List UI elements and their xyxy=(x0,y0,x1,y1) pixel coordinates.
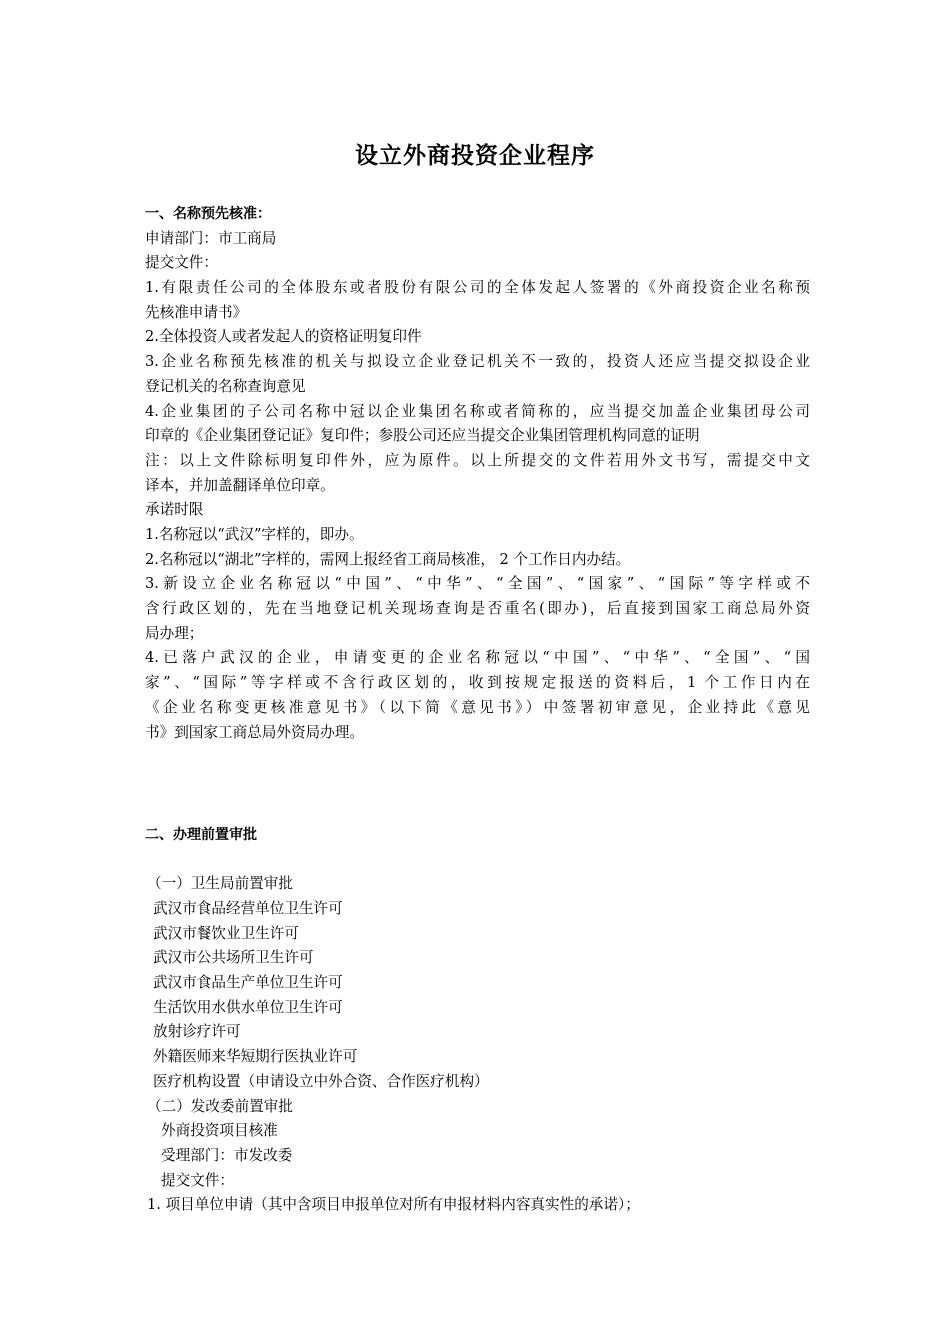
permit-item: 武汉市食品经营单位卫生许可 xyxy=(153,900,343,917)
section2-sub2: （二）发改委前置审批 xyxy=(147,1098,293,1115)
promise-item3-line2: 含行政区划的，先在当地登记机关现场查询是否重名(即办)，后直接到国家工商总局外资 xyxy=(145,600,810,617)
section2-dept: 受理部门：市发改委 xyxy=(161,1147,293,1164)
promise-item4-line2: 家”、“国际”等字样或不含行政区划的，收到按规定报送的资料后，1 个工作日内在 xyxy=(145,674,810,691)
promise-label: 承诺时限 xyxy=(145,501,204,518)
section1-item4-line2: 印章的《企业集团登记证》复印件；参股公司还应当提交企业集团管理机构同意的证明 xyxy=(145,427,700,444)
section1-item4-line1: 4.企业集团的子公司名称中冠以企业集团名称或者简称的，应当提交加盖企业集团母公司 xyxy=(145,403,810,420)
section1-dept: 申请部门：市工商局 xyxy=(145,230,277,247)
promise-item4-line3: 《企业名称变更核准意见书》（以下简《意见书》）中签署初审意见，企业持此《意见 xyxy=(145,699,810,716)
permit-item: 武汉市食品生产单位卫生许可 xyxy=(153,974,343,991)
project-approval: 外商投资项目核准 xyxy=(161,1122,278,1139)
section1-files-label: 提交文件： xyxy=(145,254,218,271)
permit-item: 武汉市公共场所卫生许可 xyxy=(153,949,314,966)
promise-item2: 2.名称冠以“湖北”字样的，需网上报经省工商局核准， 2 个工作日内办结。 xyxy=(145,551,631,568)
section2-file1: 1. 项目单位申请（其中含项目申报单位对所有申报材料内容真实性的承诺）； xyxy=(147,1196,640,1213)
section1-note-line1: 注：以上文件除标明复印件外，应为原件。以上所提交的文件若用外文书写，需提交中文 xyxy=(145,452,810,469)
section2-heading: 二、办理前置审批 xyxy=(145,827,257,843)
permit-item: 生活饮用水供水单位卫生许可 xyxy=(153,999,343,1016)
permit-item: 外籍医师来华短期行医执业许可 xyxy=(153,1048,358,1065)
promise-item4-line1: 4.已落户武汉的企业，申请变更的企业名称冠以“中国”、“中华”、“全国”、“国 xyxy=(145,649,810,666)
section1-note-line2: 译本，并加盖翻译单位印章。 xyxy=(145,477,335,494)
permit-item: 武汉市餐饮业卫生许可 xyxy=(153,925,299,942)
promise-item3-line1: 3.新设立企业名称冠以“中国”、“中华”、“全国”、“国家”、“国际”等字样或不 xyxy=(145,575,810,592)
promise-item4-line4: 书》到国家工商总局外资局办理。 xyxy=(145,724,364,741)
page-title: 设立外商投资企业程序 xyxy=(355,143,595,169)
promise-item1: 1.名称冠以“武汉”字样的，即办。 xyxy=(145,526,364,543)
promise-item3-line3: 局办理； xyxy=(145,625,204,642)
permit-item: 放射诊疗许可 xyxy=(153,1023,241,1040)
section1-item3-line2: 登记机关的名称查询意见 xyxy=(145,378,306,395)
section2-files-label: 提交文件： xyxy=(161,1172,234,1189)
section1-item1-line2: 先核准申请书》 xyxy=(145,304,248,321)
section1-heading: 一、名称预先核准： xyxy=(145,206,271,222)
section1-item3-line1: 3.企业名称预先核准的机关与拟设立企业登记机关不一致的，投资人还应当提交拟设企业 xyxy=(145,353,810,370)
section1-item2: 2.全体投资人或者发起人的资格证明复印件 xyxy=(145,328,422,345)
section2-sub1: （一）卫生局前置审批 xyxy=(147,875,293,892)
section1-item1-line1: 1.有限责任公司的全体股东或者股份有限公司的全体发起人签署的《外商投资企业名称预 xyxy=(145,279,810,296)
permit-item: 医疗机构设置（申请设立中外合资、合作医疗机构） xyxy=(153,1073,489,1090)
